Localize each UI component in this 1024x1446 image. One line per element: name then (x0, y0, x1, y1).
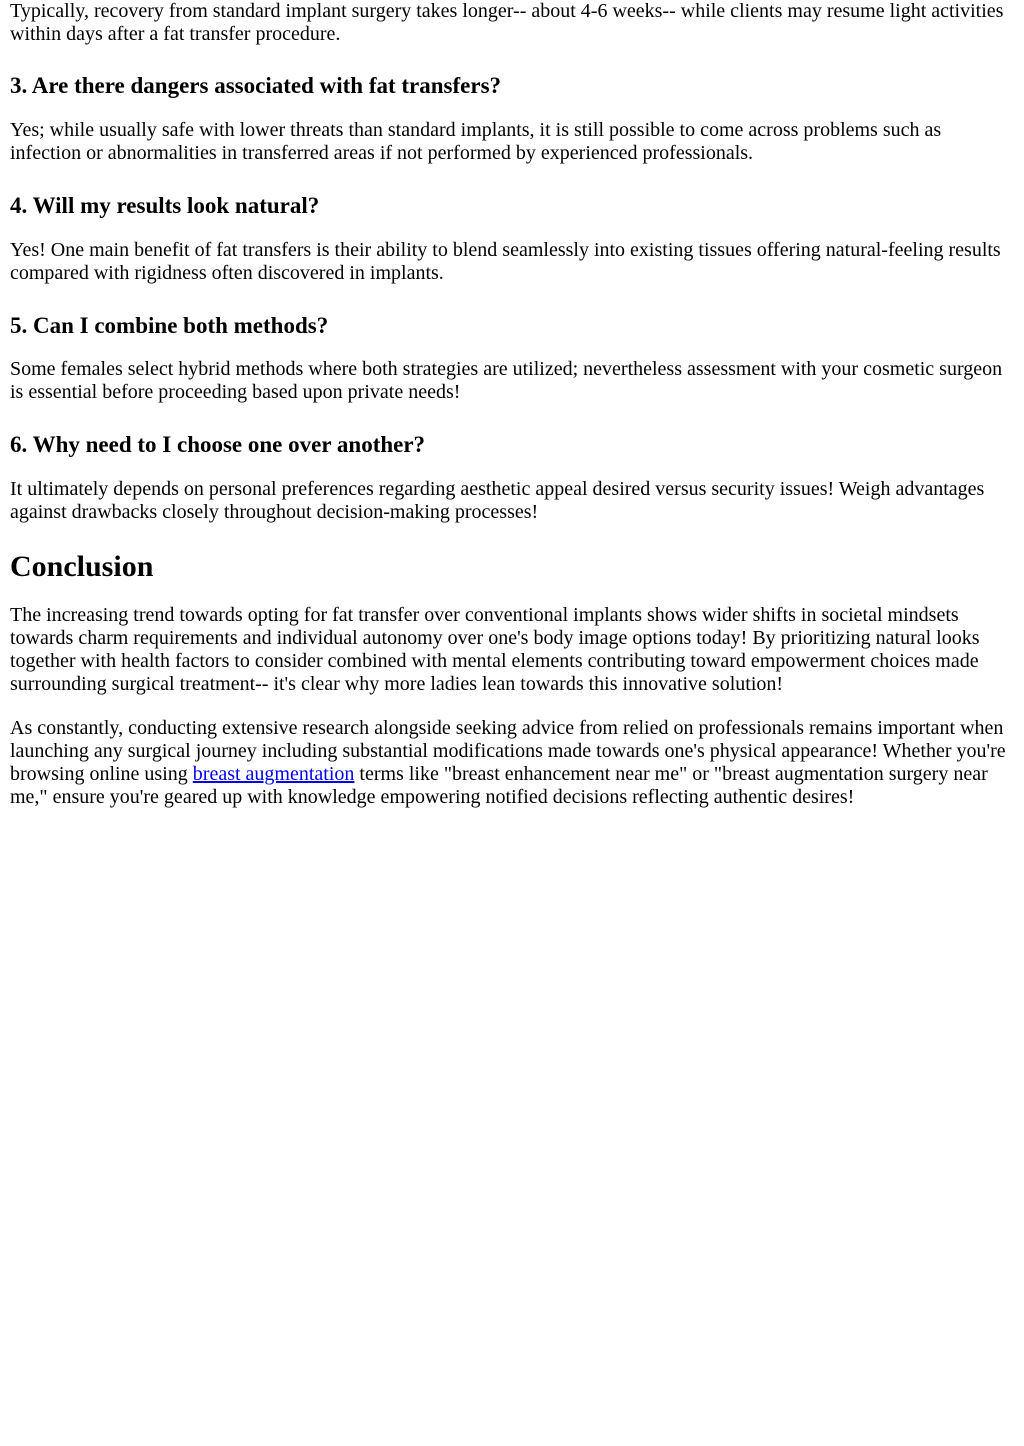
faq-question-3: 3. Are there dangers associated with fat transfers? (10, 73, 502, 98)
faq-answer-4: Yes! One main benefit of fat transfers is their ability to blend seamlessly into existing tissues offering natural-feeling results compared with rigidness often discovered in implants. (10, 239, 1001, 284)
intro-paragraph: Typically, recovery from standard implant surgery takes longer-- about 4-6 weeks-- while clients may resume light activities within days after a fat transfer procedure. (10, 0, 1004, 45)
conclusion-text-before-link: As constantly, conducting extensive research alongside seeking advice from relied on professionals remains important when launching any surgical journey including substantial modifications made towards one's physical appearance! Whether you're browsing online using (10, 717, 1006, 785)
faq-answer-3: Yes; while usually safe with lower threats than standard implants, it is still possible to come across problems such as infection or abnormalities in transferred areas if not performed by experienced professionals. (10, 119, 942, 164)
faq-question-4: 4. Will my results look natural? (10, 193, 320, 218)
conclusion-paragraph-1: The increasing trend towards opting for fat transfer over conventional implants shows wider shifts in societal mindsets towards charm requirements and individual autonomy over one's body image options today! By prioritizing natural looks together with health factors to consider combined with mental elements contributing toward empowerment choices made surrounding surgical treatment-- it's clear why more ladies lean towards this innovative solution! (10, 604, 980, 695)
conclusion-paragraph-2 (10, 717, 1014, 809)
faq-question-6: 6. Why need to I choose one over another? (10, 432, 426, 457)
conclusion-heading: Conclusion (10, 550, 154, 583)
breast-augmentation-link[interactable]: breast augmentation (192, 763, 355, 785)
faq-answer-6: It ultimately depends on personal preferences regarding aesthetic appeal desired versus security issues! Weigh advantages against drawbacks closely throughout decision-making processes! (10, 478, 985, 523)
faq-question-5: 5. Can I combine both methods? (10, 313, 329, 338)
conclusion-text-after-link: terms like "breast enhancement near me" or "breast augmentation surgery near me," ensure you're geared up with knowledge empowering notified decisions reflecting authentic desires! (10, 763, 988, 808)
faq-answer-5: Some females select hybrid methods where both strategies are utilized; nevertheless assessment with your cosmetic surgeon is essential before proceeding based upon private needs! (10, 358, 1003, 403)
